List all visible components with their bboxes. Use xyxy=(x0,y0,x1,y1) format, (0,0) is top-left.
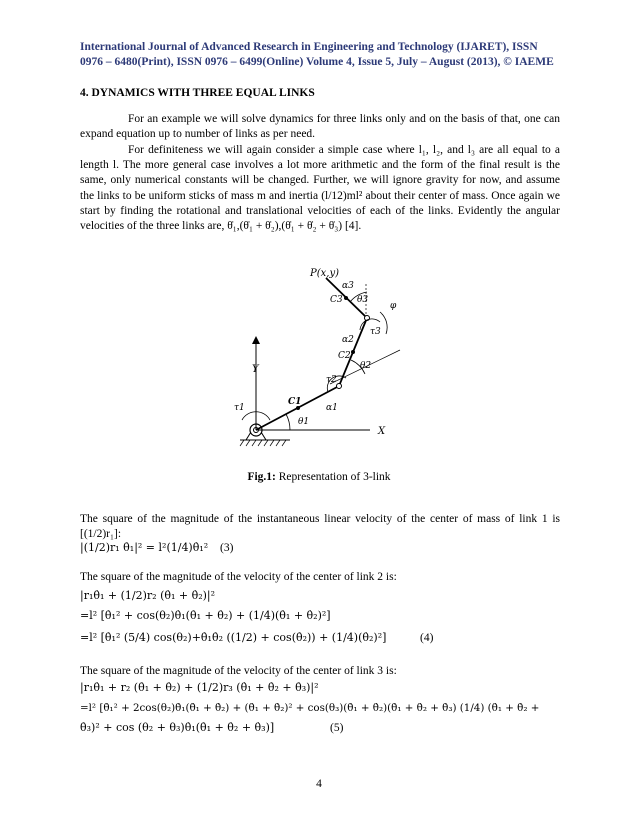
label-x-axis: X xyxy=(378,426,386,437)
label-theta3: θ3 xyxy=(357,295,369,305)
equation-4-line-2: =l² [θ̇₁² + cos(θ₂)θ̇₁(θ̇₁ + θ̇₂) + (1/4)(θ̇₁ + θ̇₂)²] xyxy=(80,609,331,622)
label-alpha2: α2 xyxy=(342,335,354,345)
label-c3: C3 xyxy=(330,295,343,305)
caption-text: Representation of 3-link xyxy=(275,471,391,483)
journal-header: International Journal of Advanced Research in Engineering and Technology (IJARET), ISSN 0976 – 6480(Print), ISSN 0976 – 6499(Online) Volume 4, Issue 5, July – August (2013), © IAEME xyxy=(80,41,554,68)
equation-5-number: (5) xyxy=(330,722,344,734)
y-axis-arrow xyxy=(252,336,260,344)
equation-5-line-2: =l² [θ̇₁² + 2cos(θ₂)θ̇₁(θ̇₁ + θ̇₂) + (θ̇₁ + θ̇₂)² + cos(θ₃)(θ̇₁ + θ̇₂)(θ̇₁ + θ̇₂ + θ̇₃) (1/4) (θ̇₁ + θ̇₂ + xyxy=(80,702,540,714)
label-phi: φ xyxy=(390,301,397,311)
joint-2 xyxy=(337,384,342,389)
text-link1: The square of the magnitude of the instantaneous linear velocity of the center of mass of link 1 is [(1/2)r₁]: xyxy=(80,513,560,541)
equation-4-line-3: =l² [θ̇₁² (5/4) cos(θ₂)+θ̇₁θ̇₂ ((1/2) + cos(θ̇₂)) + (1/4)(θ̇₂)²] xyxy=(80,631,387,644)
equation-3: |(1/2)r₁ θ̇₁|² = l²(1/4)θ̇₁² xyxy=(80,541,209,554)
center-c3 xyxy=(344,296,348,300)
equation-4-line-1: |r₁θ̇₁ + (1/2)r₂ (θ̇₁ + θ̇₂)|² xyxy=(80,589,216,602)
label-y-axis: Y xyxy=(252,364,259,375)
paragraph-2: For definiteness we will again consider a simple case where l₁, l₂, and l₃ are all equal to a length l. The more general case involves a lot more arithmetic and the form of the final result is the same, only numerical constants will be changed. Further, we will ignore gravity for now, and assume the links to be uniform sticks of mass m and inertia (l/12)ml² about their center of mass. Once again we start by finding the rotational and translational velocities of each of the links. Evidently the angular velocities of the three links are, θ̇₁,(θ̇₁ + θ̇₂),(θ̇₁ + θ̇₂ + θ̇₃) [4]. xyxy=(80,144,560,233)
label-theta1: θ1 xyxy=(298,417,310,427)
text-link2: The square of the magnitude of the velocity of the center of link 2 is: xyxy=(80,571,397,583)
label-tau1: τ1 xyxy=(234,403,245,413)
equation-4-number: (4) xyxy=(420,632,434,644)
label-tau3: τ3 xyxy=(370,327,381,337)
label-c2: C2 xyxy=(338,351,351,361)
three-link-diagram xyxy=(230,268,410,468)
section-title: 4. DYNAMICS WITH THREE EQUAL LINKS xyxy=(80,87,315,99)
equation-3-number: (3) xyxy=(220,542,234,554)
paragraph-1: For an example we will solve dynamics for three links only and on the basis of that, one can expand equation up to number of links as per need. xyxy=(80,113,560,141)
label-tau2: τ2 xyxy=(326,375,337,385)
page-number: 4 xyxy=(316,778,322,790)
phi-arc xyxy=(380,312,387,334)
three-link-figure xyxy=(230,268,410,473)
equation-5-line-3: θ̇₃)² + cos (θ₂ + θ₃)θ̇₁(θ̇₁ + θ̇₂ + θ̇₃)] xyxy=(80,721,275,734)
figure-caption xyxy=(0,471,638,483)
label-theta2: θ2 xyxy=(360,361,372,371)
equation-5-line-1: |r₁θ̇₁ + r₂ (θ̇₁ + θ̇₂) + (1/2)r₃ (θ̇₁ + θ̇₂ + θ̇₃)|² xyxy=(80,681,319,694)
caption-label: Fig.1: xyxy=(247,471,276,483)
theta1-arc xyxy=(286,414,290,430)
text-link3: The square of the magnitude of the velocity of the center of link 3 is: xyxy=(80,665,397,677)
ground-hatch xyxy=(240,440,286,446)
center-c2 xyxy=(351,350,355,354)
label-point: P(x,y) xyxy=(310,268,339,279)
label-alpha1: α1 xyxy=(326,403,338,413)
label-alpha3: α3 xyxy=(342,281,354,291)
label-c1: C1 xyxy=(288,397,302,407)
